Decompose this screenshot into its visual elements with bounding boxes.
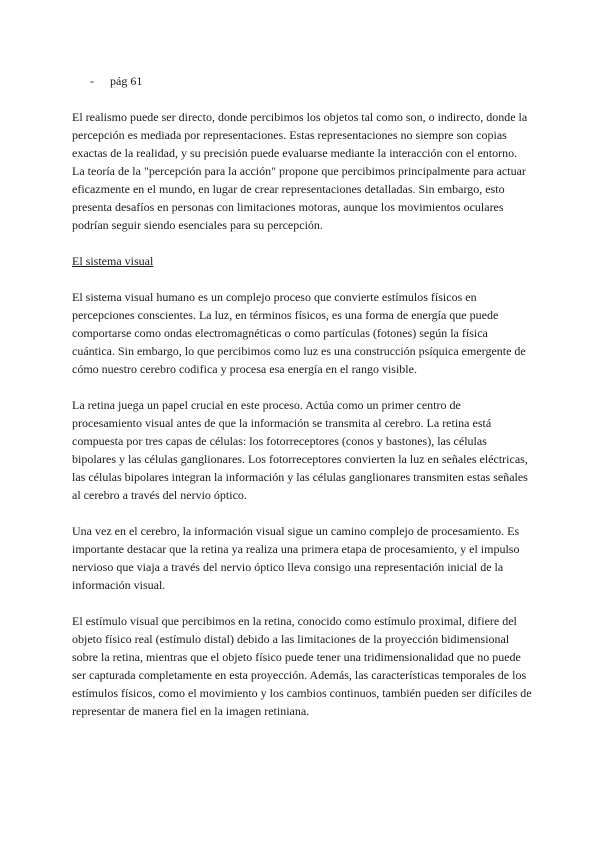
paragraph-estimulo: El estímulo visual que percibimos en la retina, conocido como estímulo proximal, difiere del objeto físico real (estímulo distal) debido a las limitaciones de la proyección bidimensional sobre la retina, mientras que el objeto físico puede tener una tridimensionalidad que no puede ser capturada completamente en esta proyección. Además, las características temporales de los estímulos físicos, como el movimiento y los cambios continuos, también pueden ser difíciles de representar de manera fiel en la imagen retiniana.: [72, 614, 532, 718]
paragraph-cerebro: Una vez en el cerebro, la información visual sigue un camino complejo de procesamiento. Es importante destacar que la retina ya realiza una primera etapa de procesamiento, y el impulso nervioso que viaja a través del nervio óptico lleva consigo una representación inicial de la información visual.: [72, 524, 520, 592]
page-reference-bullet: [72, 72, 532, 90]
page-reference-text: pág 61: [110, 74, 143, 88]
paragraph-sistema-visual: El sistema visual humano es un complejo proceso que convierte estímulos físicos en percepciones conscientes. La luz, en términos físicos, es una forma de energía que puede comportarse como ondas electromagnéticas o como partículas (fotones) según la física cuántica. Sin embargo, lo que percibimos como luz es una construcción psíquica emergente de cómo nuestro cerebro codifica y procesa esa energía en el rango visible.: [72, 290, 526, 376]
document-page: [72, 72, 532, 738]
paragraph-realismo: El realismo puede ser directo, donde percibimos los objetos tal como son, o indirecto, donde la percepción es mediada por representaciones. Estas representaciones no siempre son copias exactas de la realidad, y su precisión puede evaluarse mediante la interacción con el entorno. La teoría de la "percepción para la acción" propone que percibimos principalmente para actuar eficazmente en el mundo, en lugar de crear representaciones detalladas. Sin embargo, esto presenta desafíos en personas con limitaciones motoras, aunque los movimientos oculares podrían seguir siendo esenciales para su percepción.: [72, 110, 528, 232]
paragraph-retina: La retina juega un papel crucial en este proceso. Actúa como un primer centro de procesamiento visual antes de que la información se transmita al cerebro. La retina está compuesta por tres capas de células: los fotorreceptores (conos y bastones), las células bipolares y las células ganglionares. Los fotorreceptores convierten la luz en señales eléctricas, las células bipolares integran la información y las células ganglionares transmiten estas señales al cerebro a través del nervio óptico.: [72, 398, 528, 502]
bullet-marker: -: [90, 74, 94, 88]
section-heading: El sistema visual: [72, 254, 154, 268]
